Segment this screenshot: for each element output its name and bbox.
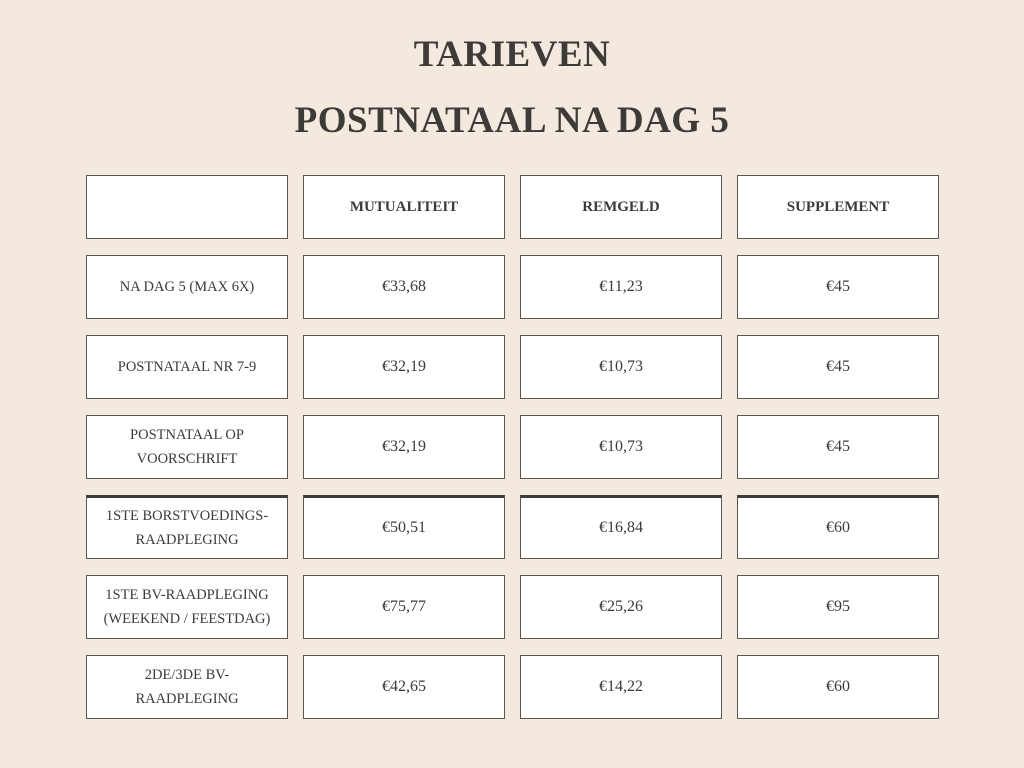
mutualiteit-value: €33,68 (303, 255, 505, 319)
remgeld-value: €25,26 (520, 575, 722, 639)
row-label: NA DAG 5 (MAX 6X) (86, 255, 288, 319)
supplement-value: €60 (737, 655, 939, 719)
rates-table (86, 175, 939, 719)
mutualiteit-value: €42,65 (303, 655, 505, 719)
row-label: 1STE BORSTVOEDINGS-RAADPLEGING (86, 495, 288, 559)
remgeld-value: €16,84 (520, 495, 722, 559)
mutualiteit-value: €32,19 (303, 335, 505, 399)
header-cell-empty (86, 175, 288, 239)
remgeld-value: €10,73 (520, 335, 722, 399)
supplement-value: €60 (737, 495, 939, 559)
header-cell-remgeld: REMGELD (520, 175, 722, 239)
mutualiteit-value: €32,19 (303, 415, 505, 479)
mutualiteit-value: €50,51 (303, 495, 505, 559)
supplement-value: €45 (737, 415, 939, 479)
row-label: 1STE BV-RAADPLEGING (WEEKEND / FEESTDAG) (86, 575, 288, 639)
page-title: TARIEVEN (413, 34, 611, 75)
remgeld-value: €14,22 (520, 655, 722, 719)
supplement-value: €45 (737, 255, 939, 319)
row-label: POSTNATAAL OP VOORSCHRIFT (86, 415, 288, 479)
remgeld-value: €11,23 (520, 255, 722, 319)
header-cell-mutualiteit: MUTUALITEIT (303, 175, 505, 239)
supplement-value: €95 (737, 575, 939, 639)
row-label: 2DE/3DE BV-RAADPLEGING (86, 655, 288, 719)
row-label: POSTNATAAL NR 7-9 (86, 335, 288, 399)
remgeld-value: €10,73 (520, 415, 722, 479)
header-cell-supplement: SUPPLEMENT (737, 175, 939, 239)
mutualiteit-value: €75,77 (303, 575, 505, 639)
page-subtitle: POSTNATAAL NA DAG 5 (294, 100, 730, 141)
supplement-value: €45 (737, 335, 939, 399)
